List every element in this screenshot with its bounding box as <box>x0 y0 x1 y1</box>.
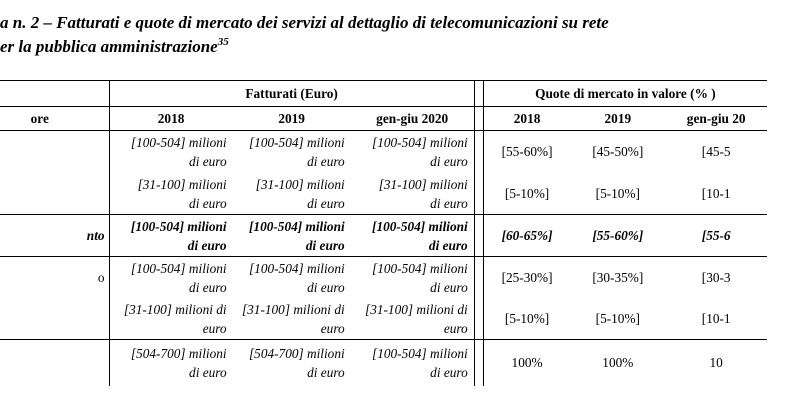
table-row <box>0 257 767 299</box>
revenue-cell: [31-100] milioni di euro <box>241 301 345 336</box>
column-separator <box>474 173 483 215</box>
share-cell: [5-10%] <box>504 310 550 326</box>
header-share-2020: gen-giu 20 <box>665 107 767 131</box>
row-label <box>0 298 109 340</box>
share-group-header: Quote di mercato in valore (% ) <box>483 81 767 107</box>
share-cell: [60-65%] <box>483 215 570 257</box>
revenue-cell: [31-100] milioni di euro <box>378 176 468 211</box>
share-cell: [55-60%] <box>501 144 553 159</box>
column-separator <box>474 257 483 299</box>
group-header-row <box>0 81 767 107</box>
row-label <box>0 340 109 387</box>
revenue-cell: [100-504] milioni di euro <box>372 135 468 169</box>
table-row <box>0 340 767 387</box>
market-share-table <box>0 80 767 386</box>
table-row <box>0 131 767 174</box>
revenue-cell: [31-100] milioni di euro <box>255 176 345 211</box>
share-cell: [30-35%] <box>570 257 665 299</box>
revenue-cell: [504-700] milioni di euro <box>233 340 351 387</box>
revenue-cell: [504-700] milioni di euro <box>109 340 233 387</box>
caption-line-2 <box>0 35 609 59</box>
share-cell: [10-1 <box>701 310 731 326</box>
row-label: o <box>0 257 109 299</box>
table-row <box>0 215 767 257</box>
share-cell: 100% <box>483 340 570 387</box>
revenue-cell: [100-504] milioni di euro <box>233 215 351 257</box>
revenue-cell: [31-100] milioni di euro <box>109 298 233 340</box>
share-cell: [5-10%] <box>595 310 640 326</box>
share-cell: [30-3 <box>665 257 767 299</box>
share-cell: 10 <box>665 340 767 387</box>
revenue-cell: [31-100] milioni di euro <box>109 173 233 215</box>
column-separator <box>474 215 483 257</box>
share-cell: [45-5 <box>701 144 731 159</box>
revenue-cell: [100-504] milioni di euro <box>351 257 475 299</box>
revenue-cell: [100-504] milioni di euro <box>109 131 233 174</box>
table-row <box>0 173 767 215</box>
share-cell: [5-10%] <box>595 185 640 201</box>
column-separator <box>474 340 483 387</box>
share-cell: [25-30%] <box>483 257 570 299</box>
revenue-cell: [100-504] milioni di euro <box>351 215 475 257</box>
share-cell: 100% <box>570 340 665 387</box>
revenue-cell: [100-504] milioni di euro <box>351 340 475 387</box>
share-cell: [5-10%] <box>504 185 550 201</box>
revenue-cell: [100-504] milioni di euro <box>233 257 351 299</box>
caption-line-1: a n. 2 – Fatturati e quote di mercato dei servizi al dettaglio di telecomunicazioni su rete <box>0 13 609 32</box>
market-share-table-wrap <box>0 80 800 400</box>
header-revenue-2019: 2019 <box>233 107 351 131</box>
share-cell: [55-60%] <box>570 215 665 257</box>
row-label: nto <box>0 215 109 257</box>
caption-line-2-text: er la pubblica amministrazione <box>0 37 218 56</box>
header-empty <box>0 81 109 107</box>
year-header-row <box>0 107 767 131</box>
row-label <box>0 173 109 215</box>
column-separator <box>474 298 483 340</box>
share-cell: [10-1 <box>701 185 731 201</box>
revenue-cell: [31-100] milioni di euro <box>365 301 468 336</box>
table-caption <box>0 11 609 59</box>
first-column-header: ore <box>0 107 109 131</box>
column-separator <box>474 81 483 107</box>
footnote-ref: 35 <box>217 36 229 48</box>
share-cell: [55-6 <box>665 215 767 257</box>
revenue-group-header: Fatturati (Euro) <box>109 81 474 107</box>
table-row <box>0 298 767 340</box>
revenue-cell: [100-504] milioni di euro <box>249 135 345 169</box>
row-label <box>0 131 109 174</box>
column-separator <box>474 131 483 174</box>
header-revenue-2018: 2018 <box>109 107 233 131</box>
column-separator <box>474 107 483 131</box>
header-share-2019: 2019 <box>570 107 665 131</box>
header-revenue-2020: gen-giu 2020 <box>351 107 475 131</box>
share-cell: [45-50%] <box>592 144 644 159</box>
header-share-2018: 2018 <box>483 107 570 131</box>
revenue-cell: [100-504] milioni di euro <box>109 215 233 257</box>
revenue-cell: [100-504] milioni di euro <box>109 257 233 299</box>
